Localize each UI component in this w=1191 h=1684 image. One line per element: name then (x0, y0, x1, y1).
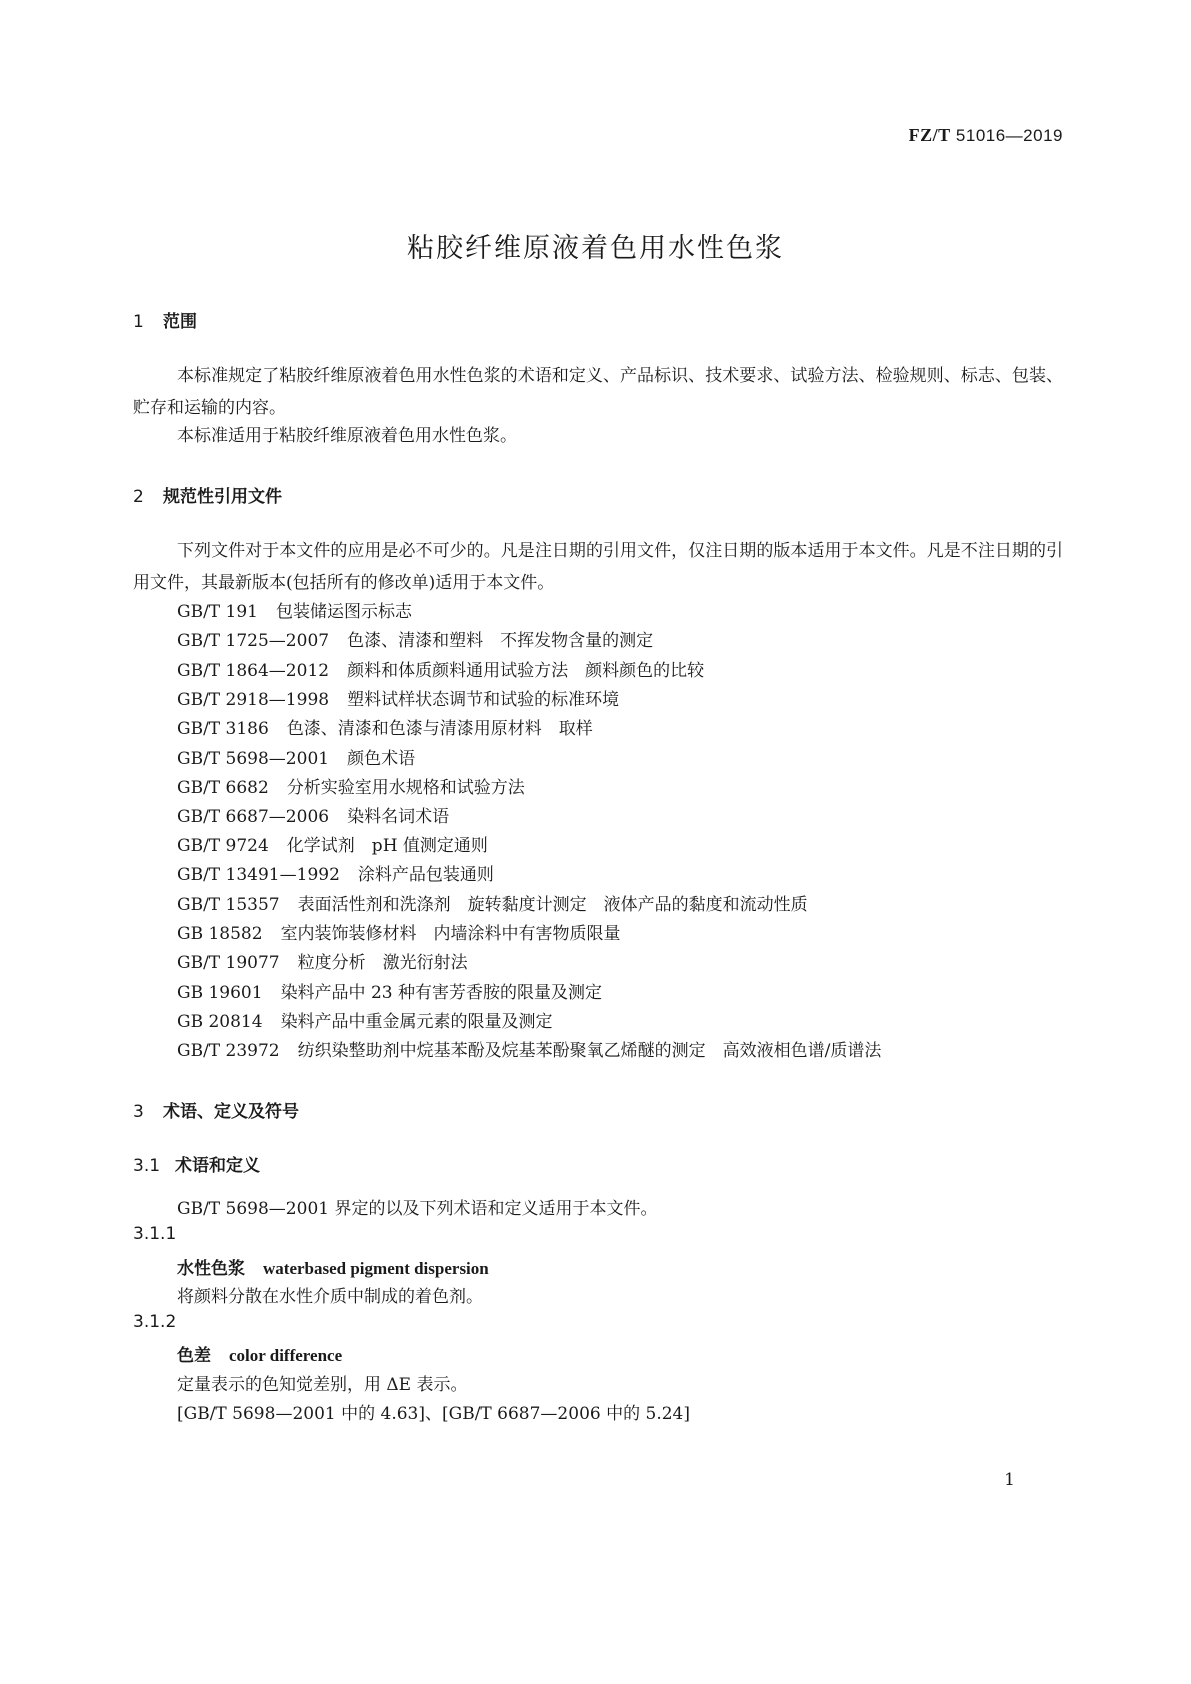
term-chinese: 色差 (177, 1346, 211, 1366)
reference-code: GB/T 1864—2012 (177, 661, 330, 681)
reference-code: GB 20814 (177, 1012, 263, 1032)
reference-code: GB/T 6687—2006 (177, 807, 330, 827)
reference-title: 分析实验室用水规格和试验方法 (286, 778, 525, 798)
term-definition: 定量表示的色知觉差别，用 ΔE 表示。 (177, 1375, 468, 1395)
reference-item (177, 626, 653, 651)
reference-code: GB 18582 (177, 924, 263, 944)
standard-code (909, 125, 1063, 146)
reference-code: GB/T 15357 (177, 895, 280, 915)
reference-item (177, 656, 704, 681)
reference-code: GB/T 9724 (177, 836, 269, 856)
reference-title: 化学试剂 pH 值测定通则 (286, 836, 488, 856)
term-english: color difference (229, 1346, 343, 1365)
reference-item (177, 890, 808, 915)
reference-title: 颜料和体质颜料通用试验方法 颜料颜色的比较 (347, 661, 705, 681)
term-english: waterbased pigment dispersion (263, 1259, 489, 1278)
term-definition: 将颜料分散在水性介质中制成的着色剂。 (177, 1287, 483, 1307)
reference-title: 染料产品中 23 种有害芳香胺的限量及测定 (280, 983, 603, 1003)
reference-code: GB/T 5698—2001 (177, 749, 330, 769)
scope-paragraph-2: 本标准适用于粘胶纤维原液着色用水性色浆。 (177, 426, 517, 446)
reference-item (177, 1007, 553, 1032)
term-chinese: 水性色浆 (177, 1259, 245, 1279)
section-3-heading (133, 1097, 299, 1122)
reference-code: GB/T 1725—2007 (177, 631, 330, 651)
reference-code: GB/T 23972 (177, 1041, 280, 1061)
reference-item (177, 685, 619, 710)
term-source: [GB/T 5698—2001 中的 4.63]、[GB/T 6687—2006 中的 5.24] (177, 1404, 690, 1424)
document-title: 粘胶纤维原液着色用水性色浆 (407, 233, 784, 264)
term-heading (177, 1254, 489, 1279)
standard-code-prefix: FZ/T (908, 125, 951, 145)
reference-code: GB/T 3186 (177, 719, 269, 739)
reference-item (177, 978, 602, 1003)
reference-code: GB/T 191 (177, 602, 258, 622)
subsection-title: 术语和定义 (175, 1156, 260, 1176)
reference-item (177, 1036, 881, 1061)
terms-intro: GB/T 5698—2001 界定的以及下列术语和定义适用于本文件。 (177, 1199, 658, 1219)
reference-title: 颜色术语 (347, 749, 416, 769)
reference-code: GB/T 2918—1998 (177, 690, 330, 710)
section-title: 规范性引用文件 (163, 487, 282, 507)
reference-item (177, 860, 494, 885)
standard-code-number: 51016—2019 (955, 126, 1063, 145)
subsection-3-1-heading (133, 1151, 260, 1176)
reference-title: 粒度分析 激光衍射法 (297, 953, 468, 973)
reference-title: 染料产品中重金属元素的限量及测定 (280, 1012, 553, 1032)
reference-title: 涂料产品包装通则 (357, 865, 494, 885)
section-1-heading (133, 307, 197, 332)
section-title: 术语、定义及符号 (163, 1102, 299, 1122)
subsection-number: 3.1 (133, 1156, 161, 1176)
section-number: 1 (133, 312, 144, 332)
section-title: 范围 (163, 312, 197, 332)
term-number: 3.1.2 (133, 1312, 177, 1332)
reference-item (177, 714, 593, 739)
term-number: 3.1.1 (133, 1224, 177, 1244)
reference-code: GB/T 13491—1992 (177, 865, 340, 885)
reference-title: 染料名词术语 (347, 807, 450, 827)
reference-code: GB/T 6682 (177, 778, 269, 798)
reference-title: 色漆、清漆和色漆与清漆用原材料 取样 (286, 719, 593, 739)
section-2-heading (133, 482, 282, 507)
reference-item (177, 744, 415, 769)
references-intro: 下列文件对于本文件的应用是必不可少的。凡是注日期的引用文件，仅注日期的版本适用于本文件。凡是不注日期的引用文件，其最新版本(包括所有的修改单)适用于本文件。 (133, 541, 1063, 593)
scope-paragraph-1: 本标准规定了粘胶纤维原液着色用水性色浆的术语和定义、产品标识、技术要求、试验方法、检验规则、标志、包装、贮存和运输的内容。 (133, 366, 1063, 418)
reference-item (177, 948, 468, 973)
reference-title: 纺织染整助剂中烷基苯酚及烷基苯酚聚氧乙烯醚的测定 高效液相色谱/质谱法 (297, 1041, 882, 1061)
section-number: 3 (133, 1102, 144, 1122)
reference-item (177, 773, 525, 798)
reference-title: 包装储运图示标志 (276, 602, 412, 622)
reference-title: 室内装饰装修材料 内墙涂料中有害物质限量 (280, 924, 621, 944)
reference-title: 塑料试样状态调节和试验的标准环境 (347, 690, 620, 710)
section-number: 2 (133, 487, 144, 507)
term-heading (177, 1341, 342, 1366)
reference-title: 色漆、清漆和塑料 不挥发物含量的测定 (347, 631, 654, 651)
reference-code: GB 19601 (177, 983, 263, 1003)
reference-item (177, 597, 412, 622)
page-number: 1 (1004, 1470, 1015, 1490)
reference-item (177, 919, 621, 944)
reference-code: GB/T 19077 (177, 953, 280, 973)
reference-item (177, 831, 488, 856)
reference-item (177, 802, 449, 827)
reference-title: 表面活性剂和洗涤剂 旋转黏度计测定 液体产品的黏度和流动性质 (297, 895, 808, 915)
